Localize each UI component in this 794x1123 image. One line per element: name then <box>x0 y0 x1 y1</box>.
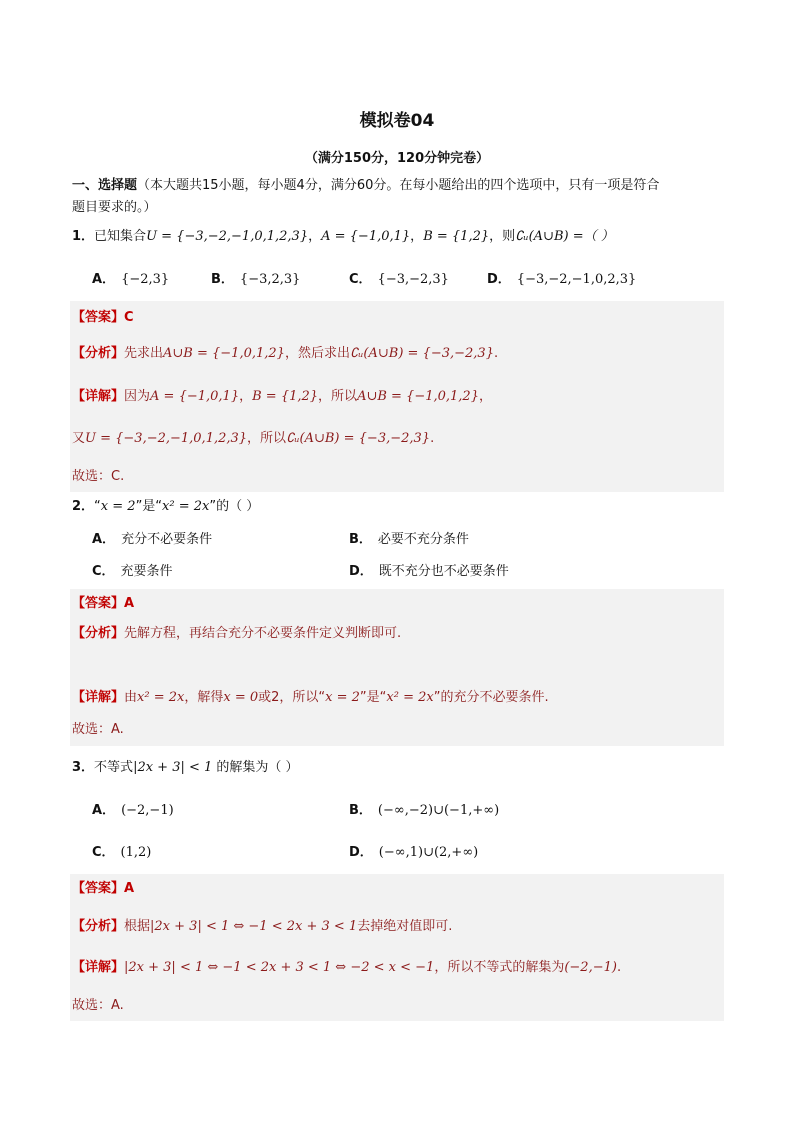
math-expr: A∪B = {−1,0,1,2} <box>163 346 285 361</box>
section-desc: （本大题共15小题，每小题4分，满分60分。在每小题给出的四个选项中，只有一项是符合 <box>137 178 660 193</box>
option-label: C． <box>92 564 115 579</box>
math-expr: x = 0 <box>223 690 259 705</box>
option-a <box>92 801 174 821</box>
answer-tag: 【答案】 <box>72 881 125 896</box>
question-3-stem <box>72 758 299 778</box>
detail-text: . <box>616 960 622 975</box>
math-expr: U = {−3,−2,−1,0,1,2,3} <box>85 431 248 446</box>
analysis-tag: 【分析】 <box>72 919 125 934</box>
detail-text: 因为 <box>124 389 151 404</box>
option-value: (−∞,1)∪(2,+∞) <box>378 845 479 860</box>
analysis-text: . <box>493 346 499 361</box>
question-number: 2． <box>72 499 95 514</box>
option-label: D． <box>349 845 373 860</box>
conclusion-row: 故选：A. <box>72 722 124 737</box>
option-label: D． <box>487 272 511 287</box>
math-expr: ∁ᵤ(A∪B) = {−3,−2,3} <box>349 346 494 361</box>
option-a <box>92 270 169 290</box>
option-label: A． <box>92 532 116 547</box>
option-value: (−∞,−2)∪(−1,+∞) <box>377 803 500 818</box>
option-label: B． <box>349 803 372 818</box>
detail-text: ，所以不等式的解集为 <box>434 960 565 975</box>
math-expr: x² = 2x <box>386 690 434 705</box>
stem-text: ”是“ <box>135 499 163 514</box>
detail-text: ， <box>478 389 492 404</box>
solution-block-1 <box>70 301 724 492</box>
detail-text: ，解得 <box>184 690 224 705</box>
math-expr: A = {−1,0,1} <box>321 229 411 244</box>
analysis-text: ，然后求出 <box>284 346 350 361</box>
option-label: A． <box>92 803 116 818</box>
page-title: 模拟卷04 <box>359 111 435 131</box>
analysis-tag: 【分析】 <box>72 626 125 641</box>
answer-row <box>72 308 134 328</box>
analysis-row <box>72 344 498 364</box>
detail-text: 又 <box>72 431 86 446</box>
option-value: 充分不必要条件 <box>121 532 213 547</box>
stem-text: ， <box>308 229 322 244</box>
option-label: B． <box>349 532 372 547</box>
stem-text: ，则 <box>489 229 516 244</box>
answer-row <box>72 879 134 899</box>
option-label: C． <box>92 845 115 860</box>
solution-block-2 <box>70 589 724 746</box>
math-expr: x² = 2x <box>137 690 185 705</box>
math-expr: B = {1,2} <box>423 229 490 244</box>
page-subtitle: （满分150分，120分钟完卷） <box>304 151 490 166</box>
answer-tag: 【答案】 <box>72 310 125 325</box>
detail-tag: 【详解】 <box>72 690 125 705</box>
section-header <box>72 175 724 219</box>
detail-text: ，所以 <box>247 431 287 446</box>
option-label: A． <box>92 272 116 287</box>
analysis-text: 先解方程，再结合充分不必要条件定义判断即可. <box>124 626 402 641</box>
answer-value: A <box>124 596 135 611</box>
stem-text: 已知集合 <box>94 229 147 244</box>
analysis-text: 去掉绝对值即可. <box>357 919 453 934</box>
option-value: (−2,−1) <box>121 803 174 818</box>
detail-row <box>72 958 621 978</box>
stem-text: ， <box>410 229 424 244</box>
solution-block-3 <box>70 874 724 1021</box>
option-c <box>92 843 151 863</box>
math-expr: |2x + 3| < 1 ⇔ −1 < 2x + 3 < 1 ⇔ −2 < x < −1 <box>124 960 435 975</box>
option-value: 必要不充分条件 <box>377 532 469 547</box>
math-expr: x² = 2x <box>162 499 210 514</box>
detail-row-2 <box>72 429 434 449</box>
math-expr: A = {−1,0,1} <box>150 389 240 404</box>
option-c <box>349 270 449 290</box>
option-label: C． <box>349 272 372 287</box>
option-d <box>487 270 636 290</box>
answer-tag: 【答案】 <box>72 596 125 611</box>
option-value: {−2,3} <box>121 272 170 287</box>
detail-text: 由 <box>124 690 138 705</box>
math-expr: (−2,−1) <box>564 960 617 975</box>
detail-text: ， <box>239 389 253 404</box>
option-value: {−3,−2,−1,0,2,3} <box>516 272 637 287</box>
detail-row <box>72 688 549 708</box>
math-expr: ∁ᵤ(A∪B) = {−3,−2,3} <box>286 431 431 446</box>
answer-value: A <box>124 881 135 896</box>
option-b <box>349 530 469 550</box>
detail-text: 2，所以“ <box>271 690 326 705</box>
math-expr: |2x + 3| < 1 <box>133 760 213 775</box>
math-expr: x = 2 <box>325 690 360 705</box>
detail-text: ”是“ <box>359 690 387 705</box>
option-b <box>211 270 300 290</box>
math-expr: |2x + 3| < 1 ⇔ −1 < 2x + 3 < 1 <box>150 919 358 934</box>
analysis-row <box>72 624 401 644</box>
question-2-stem <box>72 497 259 517</box>
section-desc-2: 题目要求的。） <box>72 200 157 215</box>
math-expr: ∁ᵤ(A∪B) =（ ） <box>515 229 614 244</box>
option-value: (1,2) <box>120 845 152 860</box>
section-name: 一、选择题 <box>72 178 138 193</box>
analysis-text: 先求出 <box>124 346 164 361</box>
option-label: D． <box>349 564 373 579</box>
conclusion-row: 故选：C. <box>72 469 125 484</box>
stem-text: ”的（ ） <box>209 499 260 514</box>
conclusion-row: 故选：A. <box>72 998 124 1013</box>
option-d <box>349 843 478 863</box>
option-d <box>349 562 509 582</box>
option-value: 充要条件 <box>120 564 173 579</box>
math-expr: x = 2 <box>100 499 136 514</box>
option-b <box>349 801 499 821</box>
detail-tag: 【详解】 <box>72 389 125 404</box>
analysis-row <box>72 917 452 937</box>
answer-value: C <box>124 310 134 325</box>
math-expr: U = {−3,−2,−1,0,1,2,3} <box>146 229 309 244</box>
analysis-text: 根据 <box>124 919 151 934</box>
analysis-tag: 【分析】 <box>72 346 125 361</box>
stem-text: “ <box>94 499 101 514</box>
stem-text: 的解集为（ ） <box>212 760 299 775</box>
detail-text: ，所以 <box>318 389 358 404</box>
detail-text: . <box>430 431 435 446</box>
stem-text: 不等式 <box>94 760 134 775</box>
option-value: 既不充分也不必要条件 <box>378 564 509 579</box>
answer-row <box>72 594 134 614</box>
math-expr: A∪B = {−1,0,1,2} <box>357 389 479 404</box>
detail-text: ”的充分不必要条件. <box>433 690 549 705</box>
math-expr: B = {1,2} <box>252 389 319 404</box>
detail-text: 或 <box>258 690 272 705</box>
option-value: {−3,−2,3} <box>377 272 449 287</box>
detail-row <box>72 387 492 407</box>
question-number: 1． <box>72 229 95 244</box>
option-value: {−3,2,3} <box>239 272 301 287</box>
question-number: 3． <box>72 760 95 775</box>
option-label: B． <box>211 272 234 287</box>
question-1-stem <box>72 227 614 247</box>
option-c <box>92 562 173 582</box>
detail-tag: 【详解】 <box>72 960 125 975</box>
option-a <box>92 530 212 550</box>
